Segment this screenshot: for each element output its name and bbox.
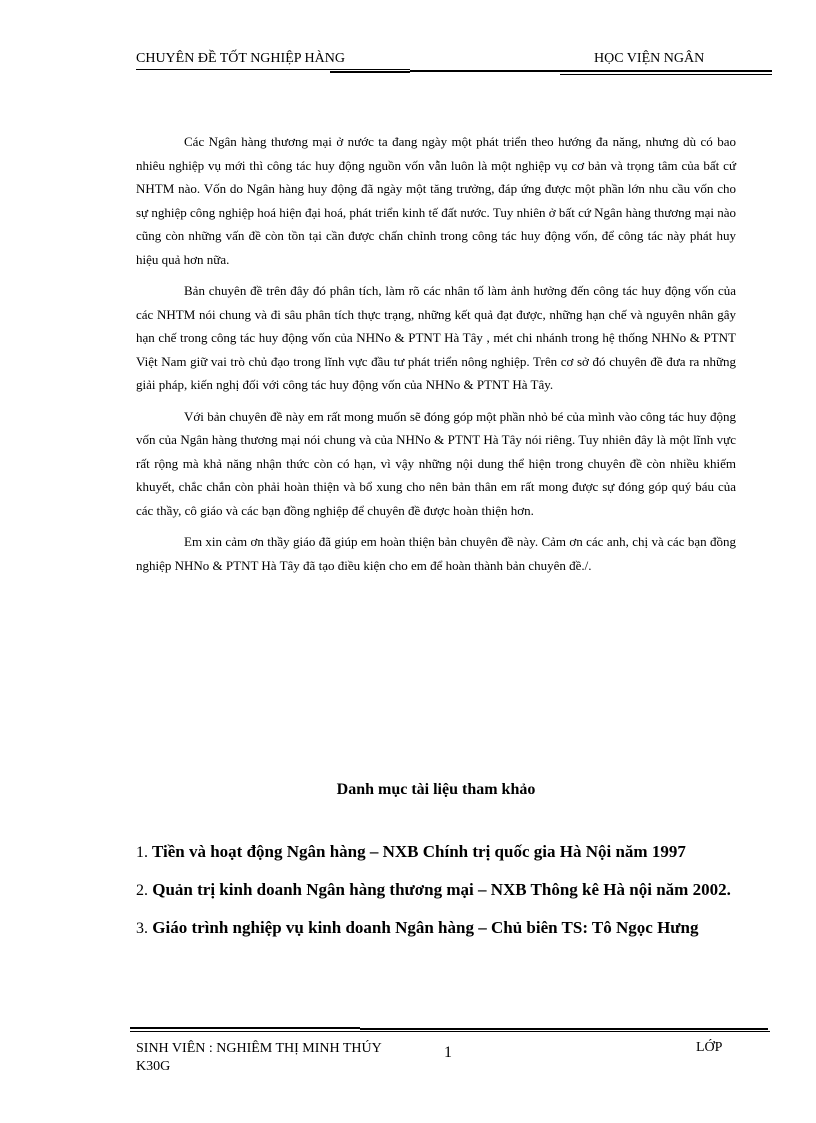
footer-label-right: LỚP xyxy=(696,1040,723,1055)
reference-number: 1. xyxy=(136,844,148,861)
footer-student-name: SINH VIÊN : NGHIÊM THỊ MINH THÚY xyxy=(136,1041,382,1056)
body-text xyxy=(136,130,736,577)
header-title-left: CHUYÊN ĐỀ TỐT NGHIỆP HÀNG xyxy=(136,51,345,66)
footer-rule-left xyxy=(130,1027,360,1029)
header-rule-right xyxy=(410,70,772,72)
references-title: Danh mục tài liệu tham khảo xyxy=(336,781,536,798)
reference-item xyxy=(136,914,736,942)
footer-student xyxy=(136,1040,382,1076)
paragraph-2: Bản chuyên đề trên đây đó phân tích, làm rõ các nhân tố làm ảnh hưởng đến công tác huy động vốn của các NHTM nói chung và đi sâu phân tích thực trạng, những kết quả đạt được, những hạn chế và nguyên nhân gây hạn chế trong công tác huy động vốn của NHNo & PTNT Hà Tây , mét chi nhánh trong hệ thống NHNo & PTNT Việt Nam giữ vai trò chủ đạo trong lĩnh vực đầu tư phát triển nông nghiệp. Trên cơ sở đó chuyên đề đưa ra những giải pháp, kiến nghị đối với công tác huy động vốn của NHNo & PTNT Hà Tây. xyxy=(136,283,736,392)
reference-item xyxy=(136,838,736,866)
reference-text: Giáo trình nghiệp vụ kinh doanh Ngân hàng – Chủ biên TS: Tô Ngọc Hưng xyxy=(152,918,699,937)
header-rule-left xyxy=(136,69,410,70)
reference-item xyxy=(136,876,736,904)
references-list xyxy=(136,838,736,952)
header-rule-left-thick xyxy=(330,71,410,73)
paragraph-1: Các Ngân hàng thương mại ở nước ta đang ngày một phát triển theo hướng đa năng, nhưng dù có bao nhiêu nghiệp vụ mới thì công tác huy động nguồn vốn vẫn luôn là một nghiệp vụ cơ bản và trọng tâm của bất cứ NHTM nào. Vốn do Ngân hàng huy động đã ngày một tăng trưởng, đáp ứng được một phần lớn nhu cầu vốn cho sự nghiệp công nghiệp hoá hiện đại hoá, phát triển kinh tế đất nước. Tuy nhiên ở bất cứ Ngân hàng thương mại nào cũng còn những vấn đề còn tồn tại cần được chấn chỉnh trong công tác huy động vốn, để công tác này phát huy hiệu quả hơn nữa. xyxy=(136,134,736,267)
page-number: 1 xyxy=(444,1044,452,1061)
reference-number: 3. xyxy=(136,920,148,937)
footer-class: K30G xyxy=(136,1059,171,1074)
header-rule-right-thin xyxy=(560,74,772,75)
reference-number: 2. xyxy=(136,882,148,899)
reference-text: Tiền và hoạt động Ngân hàng – NXB Chính trị quốc gia Hà Nội năm 1997 xyxy=(151,842,686,861)
footer-rule-main xyxy=(130,1031,770,1032)
reference-text: Quản trị kinh doanh Ngân hàng thương mại – NXB Thông kê Hà nội năm 2002. xyxy=(152,880,731,899)
paragraph-3: Với bản chuyên đề này em rất mong muốn sẽ đóng góp một phần nhỏ bé của mình vào công tác huy động vốn của Ngân hàng thương mại nói chung và của NHNo & PTNT Hà Tây nói riêng. Tuy nhiên đây là một lĩnh vực rất rộng mà khả năng nhận thức còn có hạn, vì vậy những nội dung thể hiện trong chuyên đề còn nhiều khiếm khuyết, chắc chắn còn phải hoàn thiện và bổ xung cho nên bản thân em rất mong được sự đóng góp quý báu của các thầy, cô giáo và các bạn đồng nghiệp để chuyên đề được hoàn thiện hơn. xyxy=(136,408,736,518)
footer-rule-top xyxy=(360,1028,768,1030)
header-title-right: HỌC VIỆN NGÂN xyxy=(594,51,705,66)
paragraph-4: Em xin cảm ơn thầy giáo đã giúp em hoàn thiện bản chuyên đề này. Cảm ơn các anh, chị và các bạn đồng nghiệp NHNo & PTNT Hà Tây đã tạo điều kiện cho em để hoàn thành bản chuyên đề./. xyxy=(136,534,736,573)
